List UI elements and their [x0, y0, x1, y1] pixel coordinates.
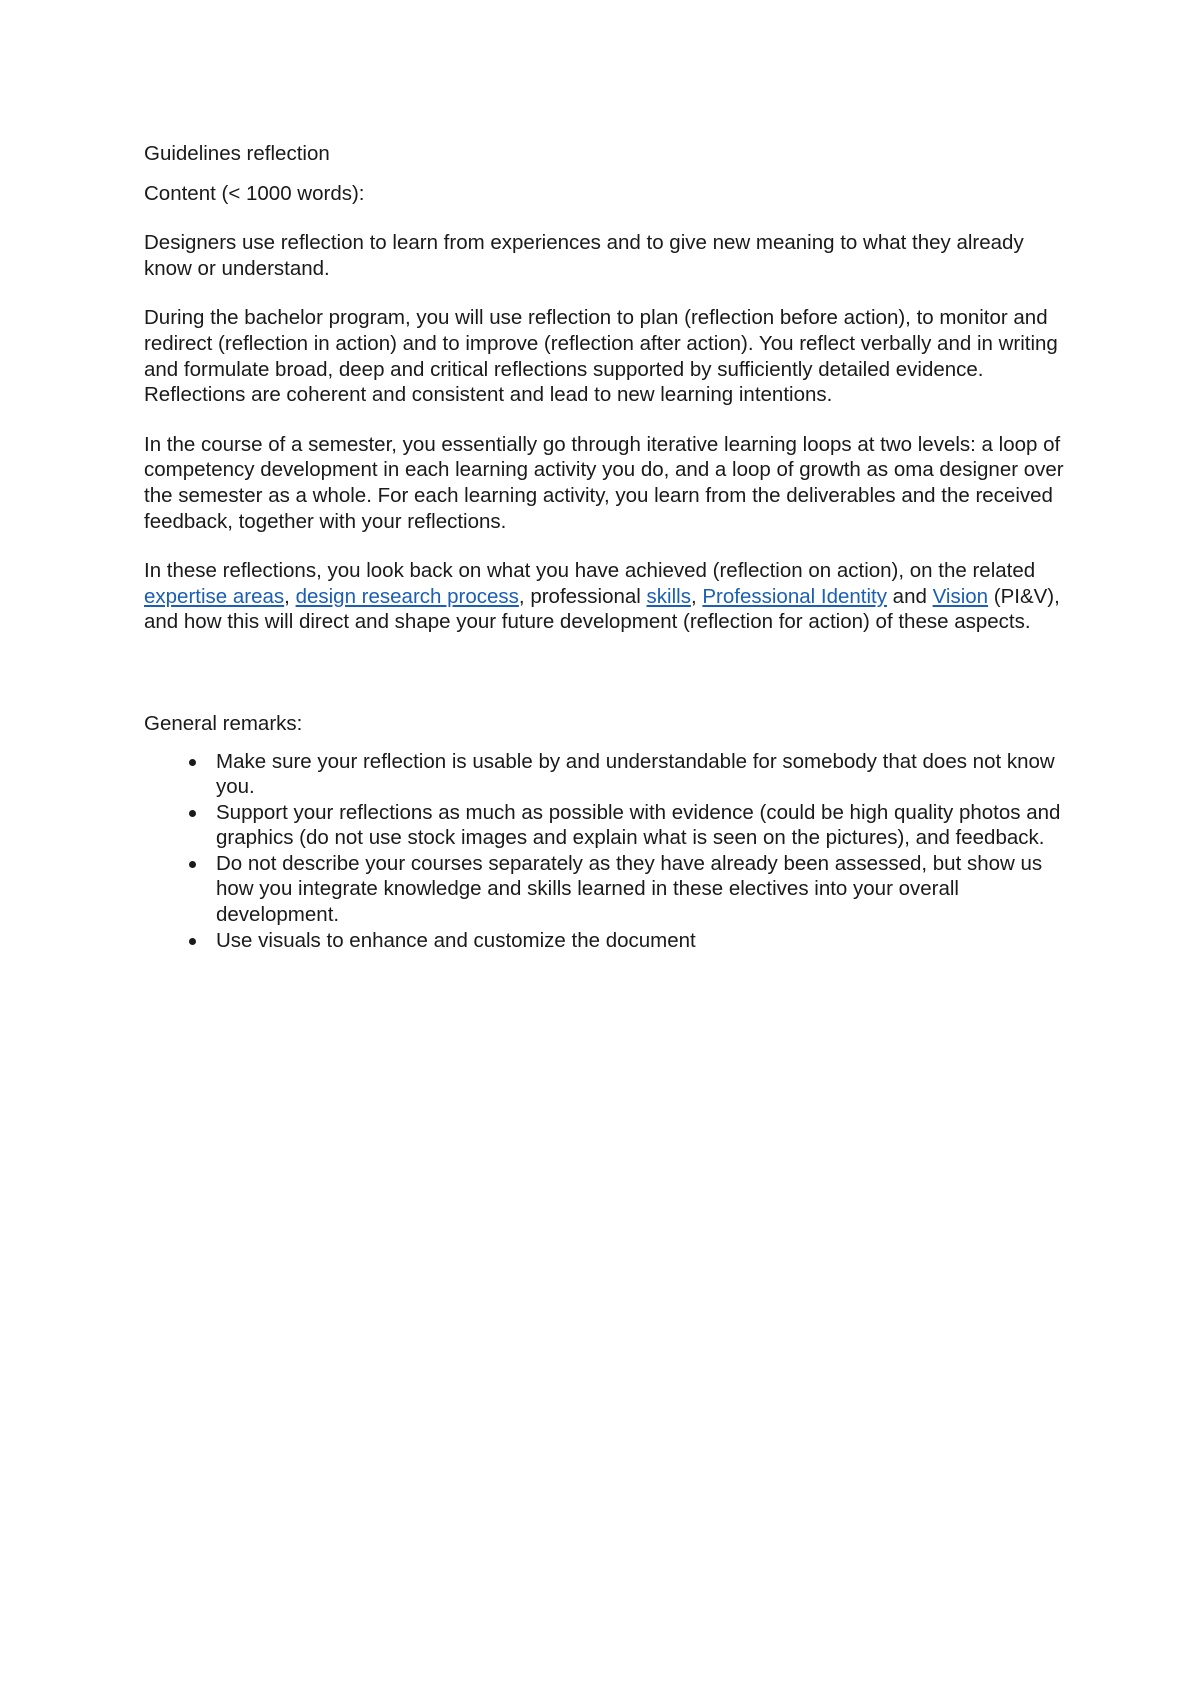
link-skills[interactable]: skills — [646, 584, 691, 608]
list-item — [144, 928, 1064, 954]
blank-space — [144, 659, 1064, 711]
paragraph-text: (PI&V), and how this will direct and shape your future development (reflection for action) of these aspects. — [144, 584, 1060, 634]
paragraph-text: In these reflections, you look back on what you have achieved (reflection on action), on the related — [144, 559, 1036, 583]
list-item — [144, 749, 1064, 800]
bullet-icon — [189, 938, 196, 945]
document-body — [144, 141, 1064, 953]
content-heading: Content (< 1000 words): — [144, 181, 365, 205]
list-item-text: Use visuals to enhance and customize the document — [216, 928, 696, 952]
bullet-icon — [189, 861, 196, 868]
remarks-list — [144, 749, 1064, 954]
link-design-research-process[interactable]: design research process — [295, 584, 519, 608]
paragraph-text: , — [284, 584, 296, 608]
list-item-text: Make sure your reflection is usable by and understandable for somebody that does not know you. — [216, 749, 1055, 799]
document-title: Guidelines reflection — [144, 142, 330, 165]
general-remarks-heading: General remarks: — [144, 711, 303, 735]
list-item-text: Do not describe your courses separately as they have already been assessed, but show us how you integrate knowledge and skills learned in these electives into your overall development. — [216, 851, 1043, 927]
paragraph-intro: Designers use reflection to learn from experiences and to give new meaning to what they already know or understand. — [144, 231, 1024, 280]
list-item — [144, 851, 1064, 928]
paragraph-semester-loops: In the course of a semester, you essentially go through iterative learning loops at two levels: a loop of competency development in each learning activity you do, and a loop of growth as oma designer over the semester as a whole. For each learning activity, you learn from the deliverables and the received feedback, together with your reflections. — [144, 432, 1064, 533]
link-expertise-areas[interactable]: expertise areas — [144, 584, 285, 608]
paragraph-reflection-aspects — [144, 558, 1064, 635]
bullet-icon — [189, 759, 196, 766]
link-vision[interactable]: Vision — [932, 584, 989, 608]
bullet-icon — [189, 810, 196, 817]
list-item-text: Support your reflections as much as possible with evidence (could be high quality photos and graphics (do not use stock images and explain what is seen on the pictures), and feedback. — [216, 800, 1061, 850]
paragraph-bachelor-program: During the bachelor program, you will use reflection to plan (reflection before action), to monitor and redirect (reflection in action) and to improve (reflection after action). You reflect verbally and in writing and formulate broad, deep and critical reflections supported by sufficiently detailed evidence. Reflections are coherent and consistent and lead to new learning intentions. — [144, 306, 1058, 407]
paragraph-text: , professional — [518, 584, 647, 608]
paragraph-text: and — [886, 584, 933, 608]
list-item — [144, 800, 1064, 851]
link-professional-identity[interactable]: Professional Identity — [702, 584, 887, 608]
paragraph-text: , — [690, 584, 703, 608]
